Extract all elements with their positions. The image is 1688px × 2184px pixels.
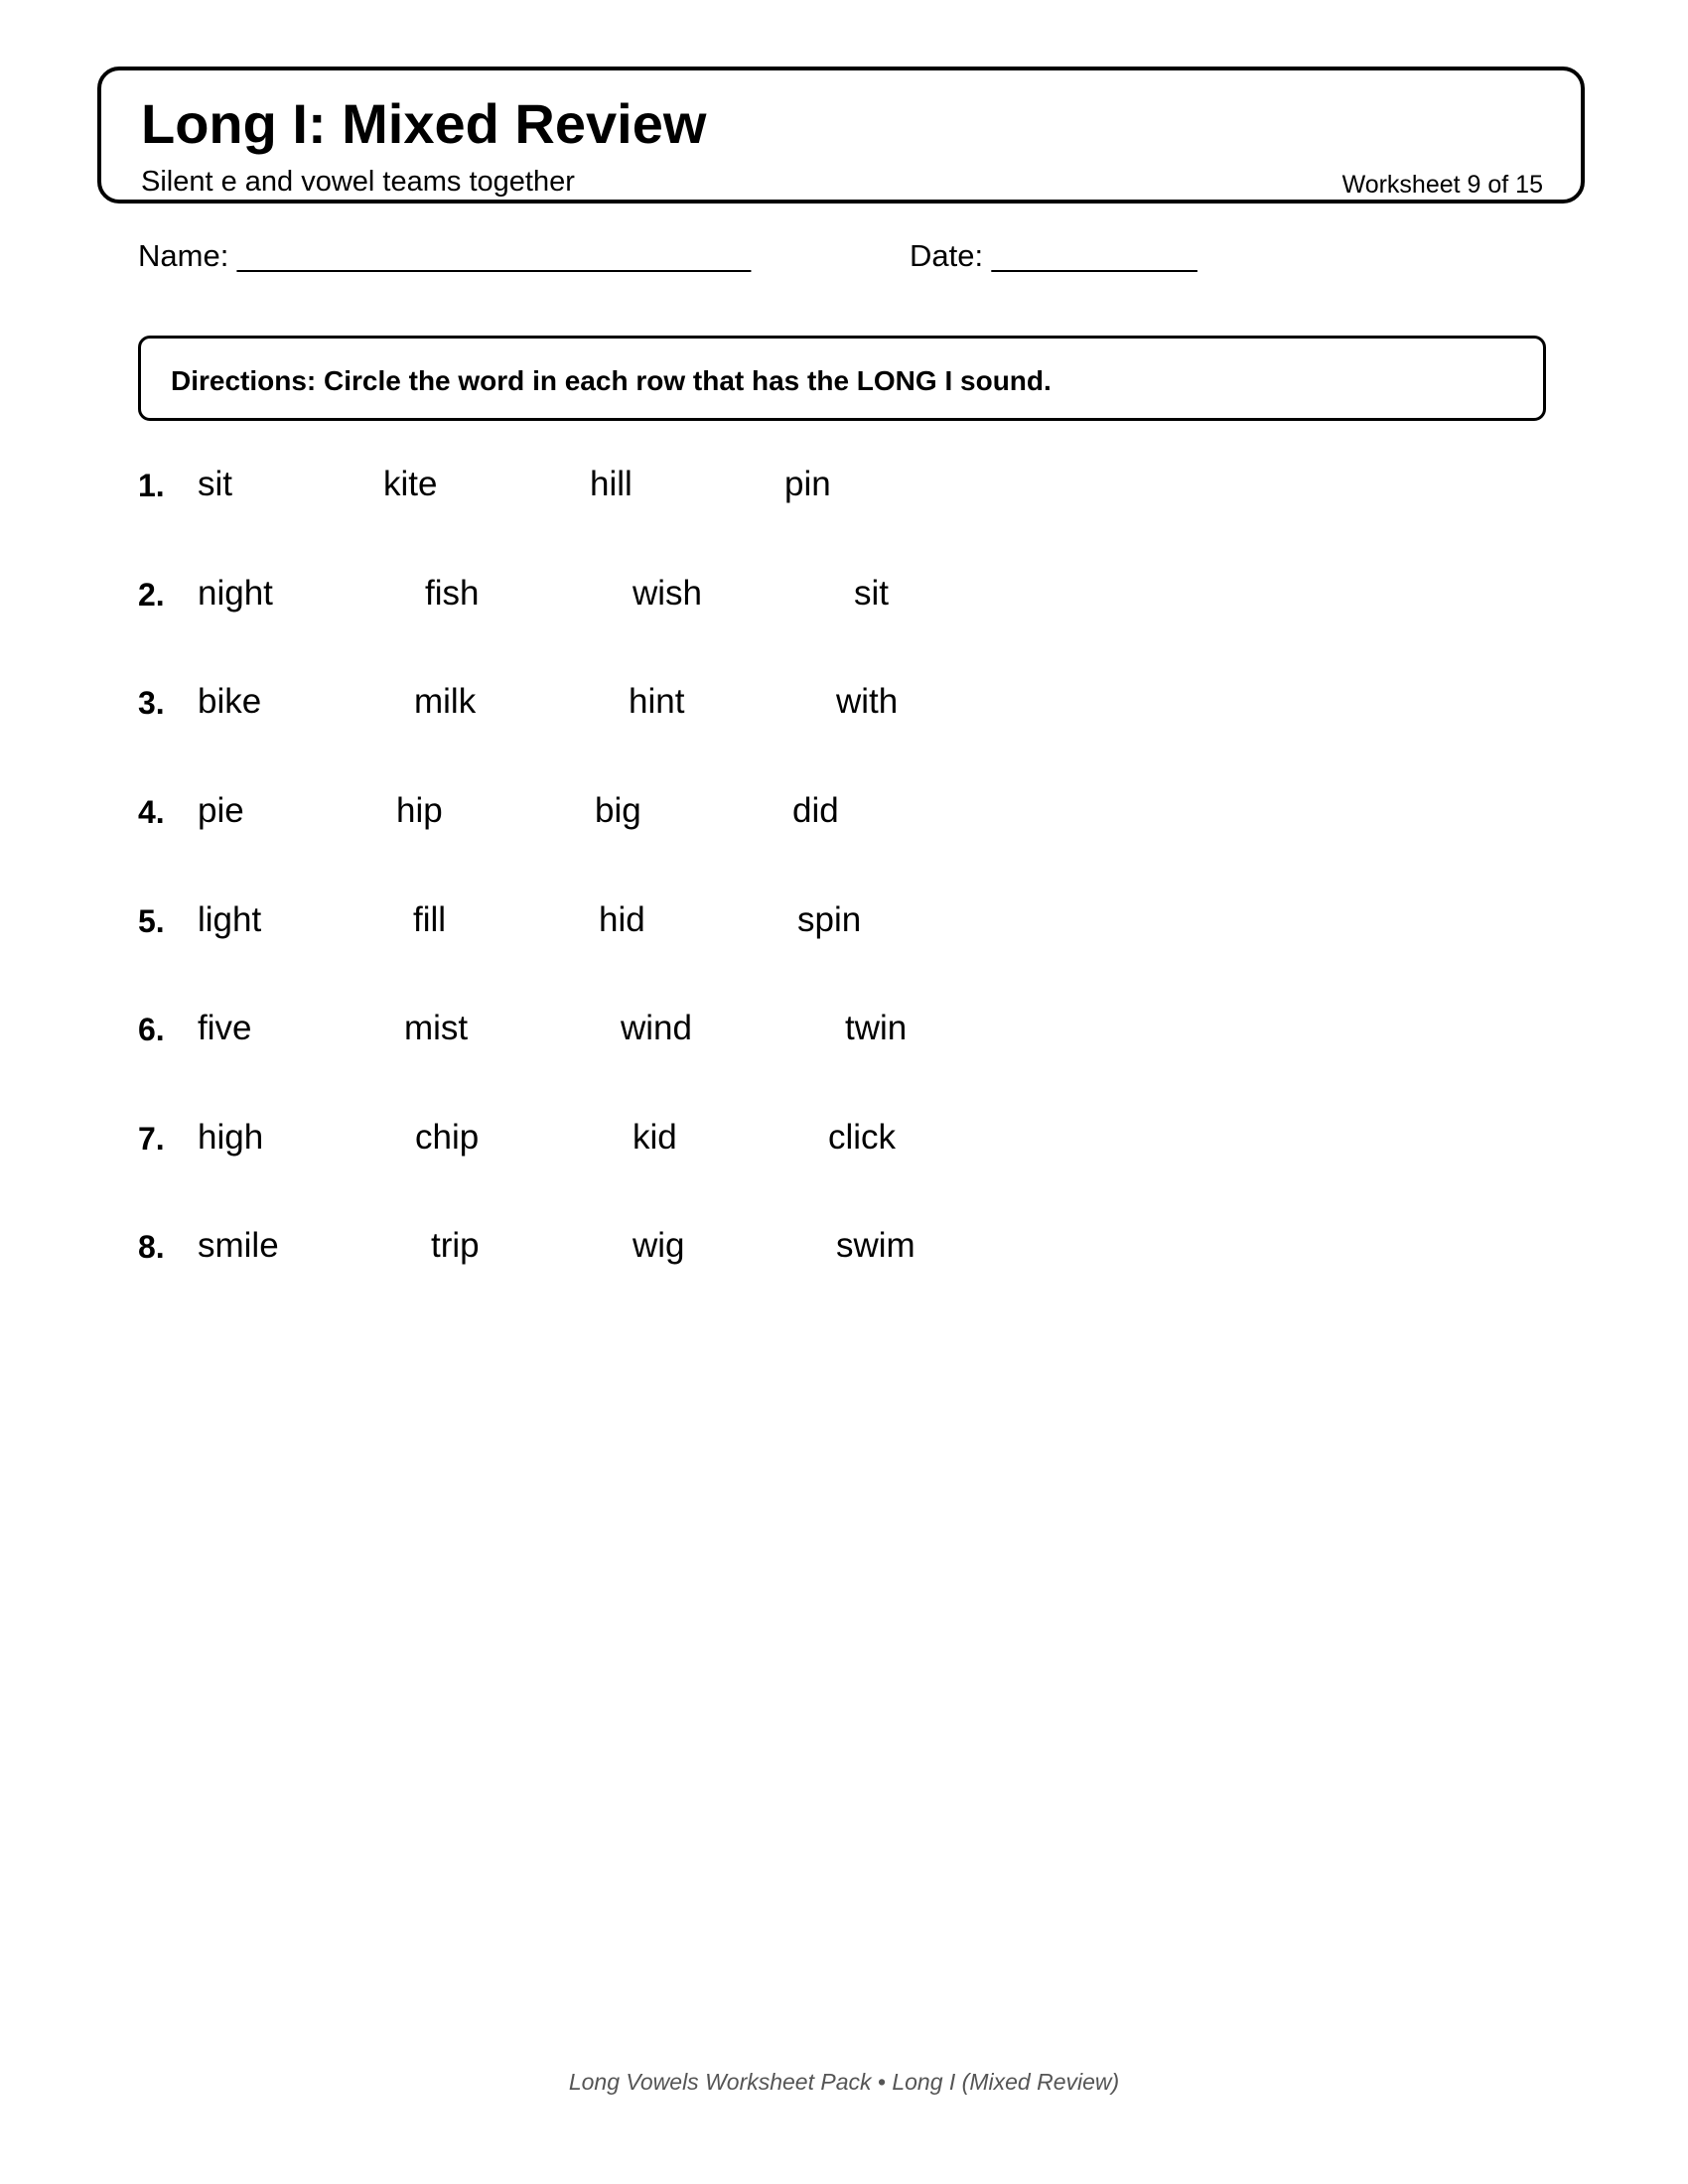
- word-choice[interactable]: did: [792, 791, 839, 830]
- word-choice[interactable]: wind: [621, 1009, 692, 1047]
- word-choice[interactable]: mist: [404, 1009, 469, 1047]
- word-choice[interactable]: hill: [590, 465, 633, 503]
- word-choice[interactable]: sit: [198, 465, 232, 503]
- item-number: 3.: [138, 685, 165, 721]
- item-number: 1.: [138, 468, 165, 503]
- word-choice[interactable]: pie: [198, 791, 244, 830]
- word-choice[interactable]: spin: [797, 900, 862, 939]
- item-number: 5.: [138, 903, 165, 939]
- date-field: Date: ____________: [910, 238, 1197, 273]
- word-choice[interactable]: hint: [629, 682, 685, 721]
- worksheet-title: Long I: Mixed Review: [141, 92, 707, 155]
- word-choice[interactable]: light: [198, 900, 262, 939]
- item-number: 4.: [138, 794, 165, 830]
- name-field: Name: ______________________________: [138, 238, 752, 273]
- word-choice[interactable]: milk: [414, 682, 477, 721]
- word-choice[interactable]: five: [198, 1009, 252, 1047]
- worksheet-number: Worksheet 9 of 15: [1341, 171, 1543, 199]
- word-choice[interactable]: kid: [633, 1118, 677, 1157]
- word-choice[interactable]: fish: [425, 574, 480, 613]
- word-choice[interactable]: high: [198, 1118, 264, 1157]
- worksheet-header: [97, 67, 1585, 204]
- word-choice[interactable]: click: [828, 1118, 897, 1157]
- worksheet-subtitle: Silent e and vowel teams together: [141, 166, 575, 198]
- word-choice[interactable]: bike: [198, 682, 262, 721]
- word-choice[interactable]: trip: [431, 1226, 480, 1265]
- word-choice[interactable]: big: [595, 791, 641, 830]
- word-choice[interactable]: chip: [415, 1118, 480, 1157]
- word-choice[interactable]: hip: [396, 791, 443, 830]
- word-choice[interactable]: sit: [854, 574, 889, 613]
- word-choice[interactable]: hid: [599, 900, 645, 939]
- word-choice[interactable]: swim: [836, 1226, 915, 1265]
- word-choice[interactable]: twin: [845, 1009, 908, 1047]
- directions-text: Directions: Circle the word in each row that has the LONG I sound.: [171, 365, 1052, 396]
- directions-box: [138, 336, 1546, 421]
- item-number: 6.: [138, 1012, 165, 1047]
- word-choice[interactable]: smile: [198, 1226, 279, 1265]
- word-choice[interactable]: with: [836, 682, 899, 721]
- item-number: 2.: [138, 577, 165, 613]
- word-choice[interactable]: kite: [383, 465, 438, 503]
- word-choice[interactable]: fill: [413, 900, 447, 939]
- word-choice[interactable]: pin: [784, 465, 831, 503]
- item-number: 7.: [138, 1121, 165, 1157]
- word-choice[interactable]: wish: [633, 574, 703, 613]
- item-number: 8.: [138, 1229, 165, 1265]
- page-footer: Long Vowels Worksheet Pack • Long I (Mixed Review): [568, 2069, 1120, 2095]
- word-choice[interactable]: wig: [633, 1226, 685, 1265]
- word-choice[interactable]: night: [198, 574, 273, 613]
